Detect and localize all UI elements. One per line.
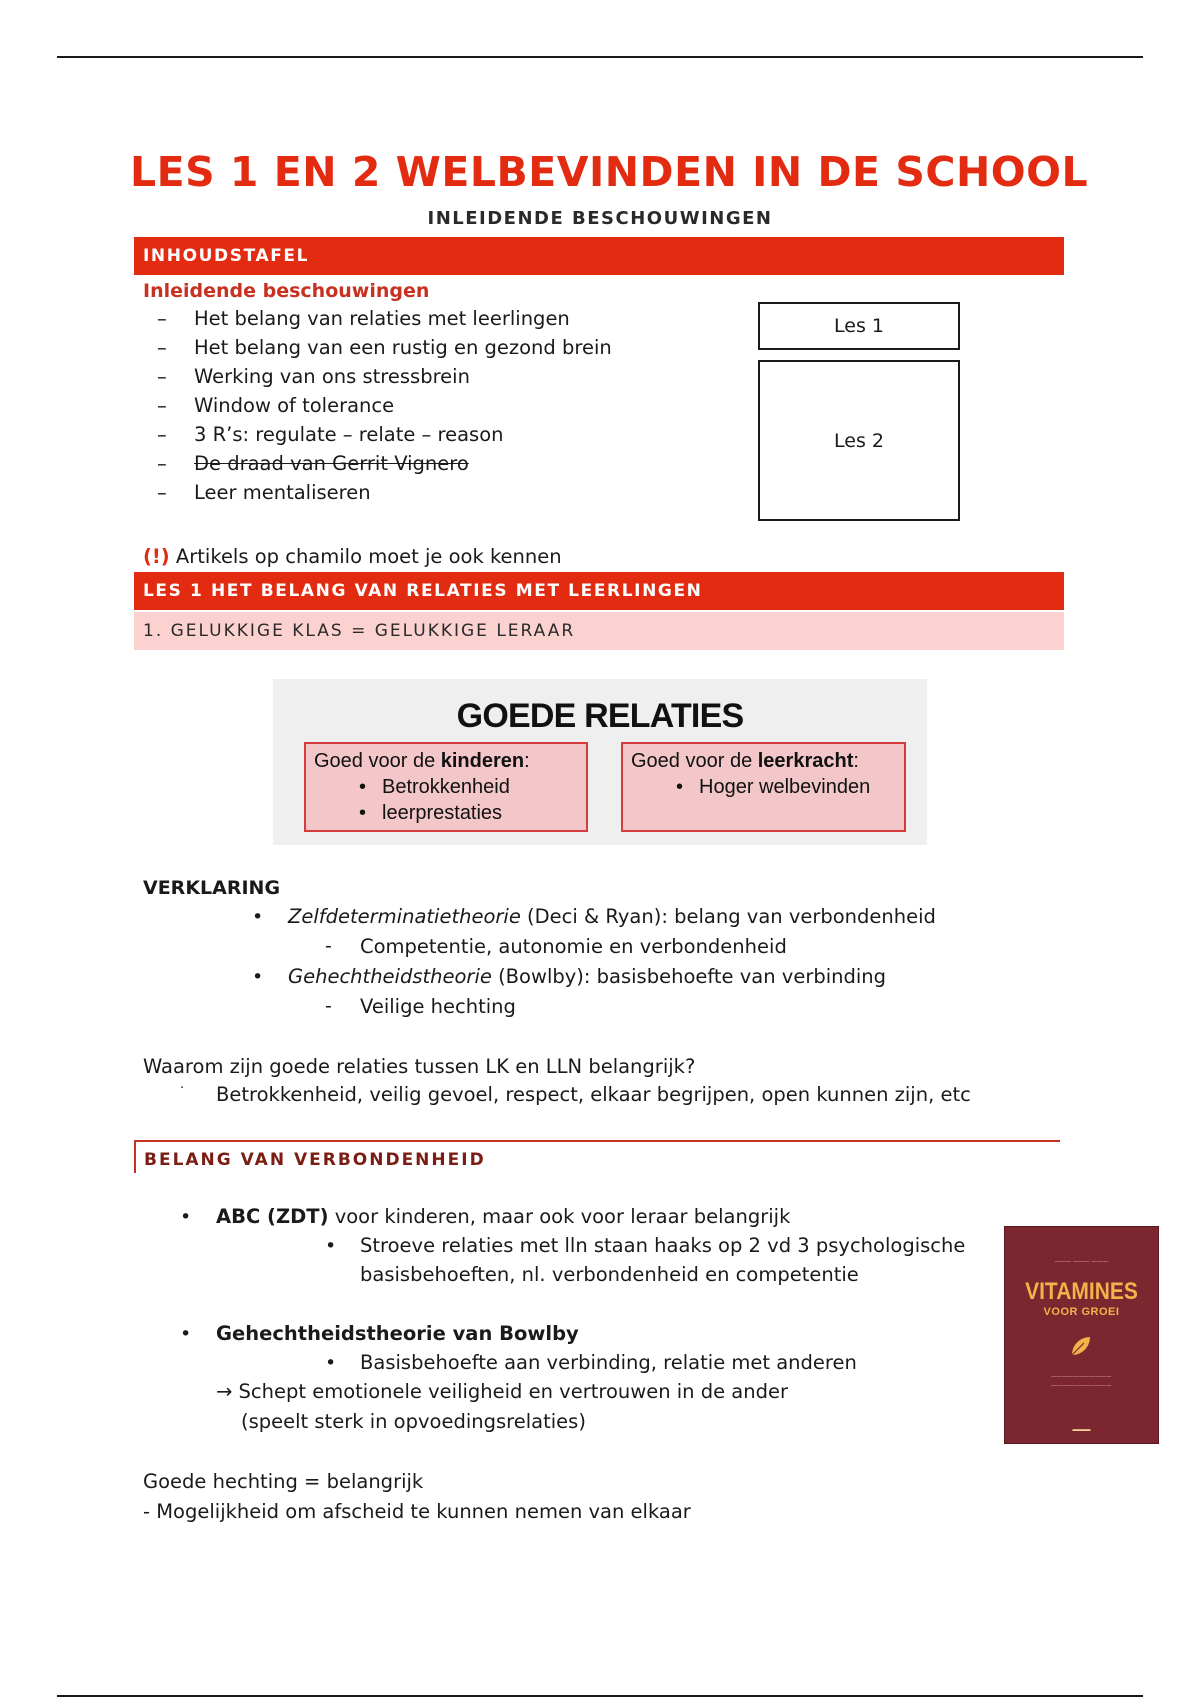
abc-sub-line-1: Stroeve relaties met lln staan haaks op 2 vd 3 psychologische <box>360 1234 966 1257</box>
list-item: • Betrokkenheid <box>314 774 578 800</box>
gehechtheid-sub-line: Veilige hechting <box>360 995 516 1018</box>
book-cover-image <box>1004 1226 1159 1444</box>
toc-item: – Het belang van relaties met leerlingen <box>155 304 612 333</box>
toc-item: – Het belang van een rustig en gezond brein <box>155 333 612 362</box>
question-line: Waarom zijn goede relaties tussen LK en LLN belangrijk? <box>143 1055 696 1078</box>
dash-icon: - <box>325 935 332 957</box>
hechting-line-2: - Mogelijkheid om afscheid te kunnen nemen van elkaar <box>143 1500 691 1523</box>
verbondenheid-heading: BELANG VAN VERBONDENHEID <box>134 1140 1060 1173</box>
toc-dash: – <box>157 423 167 446</box>
goede-relaties-title: GOEDE RELATIES <box>456 697 744 735</box>
toc-dash: – <box>157 307 167 330</box>
bowlby-result-line-1: → Schept emotionele veiligheid en vertrouwen in de ander <box>216 1380 789 1403</box>
dot-icon: · <box>180 1081 185 1096</box>
bullet-icon: • <box>180 1206 192 1228</box>
zdt-sub-line: Competentie, autonomie en verbondenheid <box>360 935 787 958</box>
kinderen-heading: Goed voor de kinderen: <box>314 750 530 772</box>
les1-box: Les 1 <box>758 302 960 350</box>
bowlby-line: Gehechtheidstheorie van Bowlby <box>216 1322 579 1345</box>
toc-item: – 3 R’s: regulate – relate – reason <box>155 420 612 449</box>
bullet-icon: • <box>252 966 264 988</box>
book-author-text: ——— ——— ——— <box>1054 1259 1109 1265</box>
toc-item: – Window of tolerance <box>155 391 612 420</box>
toc-item: – Leer mentaliseren <box>155 478 612 507</box>
top-rule <box>57 56 1143 58</box>
list-item: • Hoger welbevinden <box>631 774 896 800</box>
verklaring-label: VERKLARING <box>143 877 281 899</box>
toc-item: – Werking van ons stressbrein <box>155 362 612 391</box>
warning-marker: (!) <box>143 545 170 568</box>
les1-bar: LES 1 HET BELANG VAN RELATIES MET LEERLINGEN <box>134 572 1064 610</box>
toc-heading: Inleidende beschouwingen <box>143 280 430 302</box>
bullet-icon: • <box>325 1235 337 1257</box>
toc-bar: INHOUDSTAFEL <box>134 237 1064 275</box>
bullet-icon: • <box>180 1323 192 1345</box>
toc-list <box>155 304 612 507</box>
hechting-line-1: Goede hechting = belangrijk <box>143 1470 424 1493</box>
answer-line: Betrokkenheid, veilig gevoel, respect, elkaar begrijpen, open kunnen zijn, etc <box>216 1083 971 1106</box>
bowlby-sub-line: Basisbehoefte aan verbinding, relatie met anderen <box>360 1351 857 1374</box>
kinderen-box <box>304 742 588 832</box>
toc-dash: – <box>157 481 167 504</box>
chamilo-note <box>143 545 562 568</box>
bottom-rule <box>57 1695 1143 1697</box>
dash-icon: - <box>325 995 332 1017</box>
toc-dash: – <box>157 452 167 475</box>
gehechtheid-line: Gehechtheidstheorie (Bowlby): basisbehoefte van verbinding <box>288 965 887 988</box>
arrow-right-icon: → <box>216 1380 233 1403</box>
note-text: Artikels op chamilo moet je ook kennen <box>175 545 562 568</box>
les1-subbar: 1. GELUKKIGE KLAS = GELUKKIGE LERAAR <box>134 612 1064 650</box>
goede-relaties-panel <box>273 679 927 845</box>
bullet-icon: • <box>252 906 264 928</box>
page-subtitle: INLEIDENDE BESCHOUWINGEN <box>427 208 773 229</box>
toc-dash: – <box>157 394 167 417</box>
abc-sub-line-2: basisbehoeften, nl. verbondenheid en competentie <box>360 1263 859 1286</box>
leerkracht-heading: Goed voor de leerkracht: <box>631 750 859 772</box>
leaf-icon <box>1069 1334 1093 1358</box>
zdt-line: Zelfdeterminatietheorie (Deci & Ryan): belang van verbondenheid <box>288 905 936 928</box>
toc-item-struck: – De draad van Gerrit Vignero <box>155 449 612 478</box>
bullet-icon: • <box>325 1352 337 1374</box>
toc-dash: – <box>157 336 167 359</box>
publisher-logo: ▬▬▬ <box>1072 1427 1091 1433</box>
leerkracht-box <box>621 742 906 832</box>
book-title: VITAMINES <box>1025 1278 1138 1305</box>
book-blurb-text: ——————————— <box>1051 1383 1112 1389</box>
page-title: LES 1 EN 2 WELBEVINDEN IN DE SCHOOL <box>130 148 1089 196</box>
abc-line: ABC (ZDT) voor kinderen, maar ook voor leraar belangrijk <box>216 1205 791 1228</box>
les2-box: Les 2 <box>758 360 960 521</box>
bowlby-result-line-2: (speelt sterk in opvoedingsrelaties) <box>241 1410 586 1433</box>
book-blurb-text: ——————————— <box>1051 1374 1112 1380</box>
book-subtitle: VOOR GROEI <box>1043 1306 1120 1318</box>
toc-dash: – <box>157 365 167 388</box>
list-item: • leerprestaties <box>314 800 578 826</box>
